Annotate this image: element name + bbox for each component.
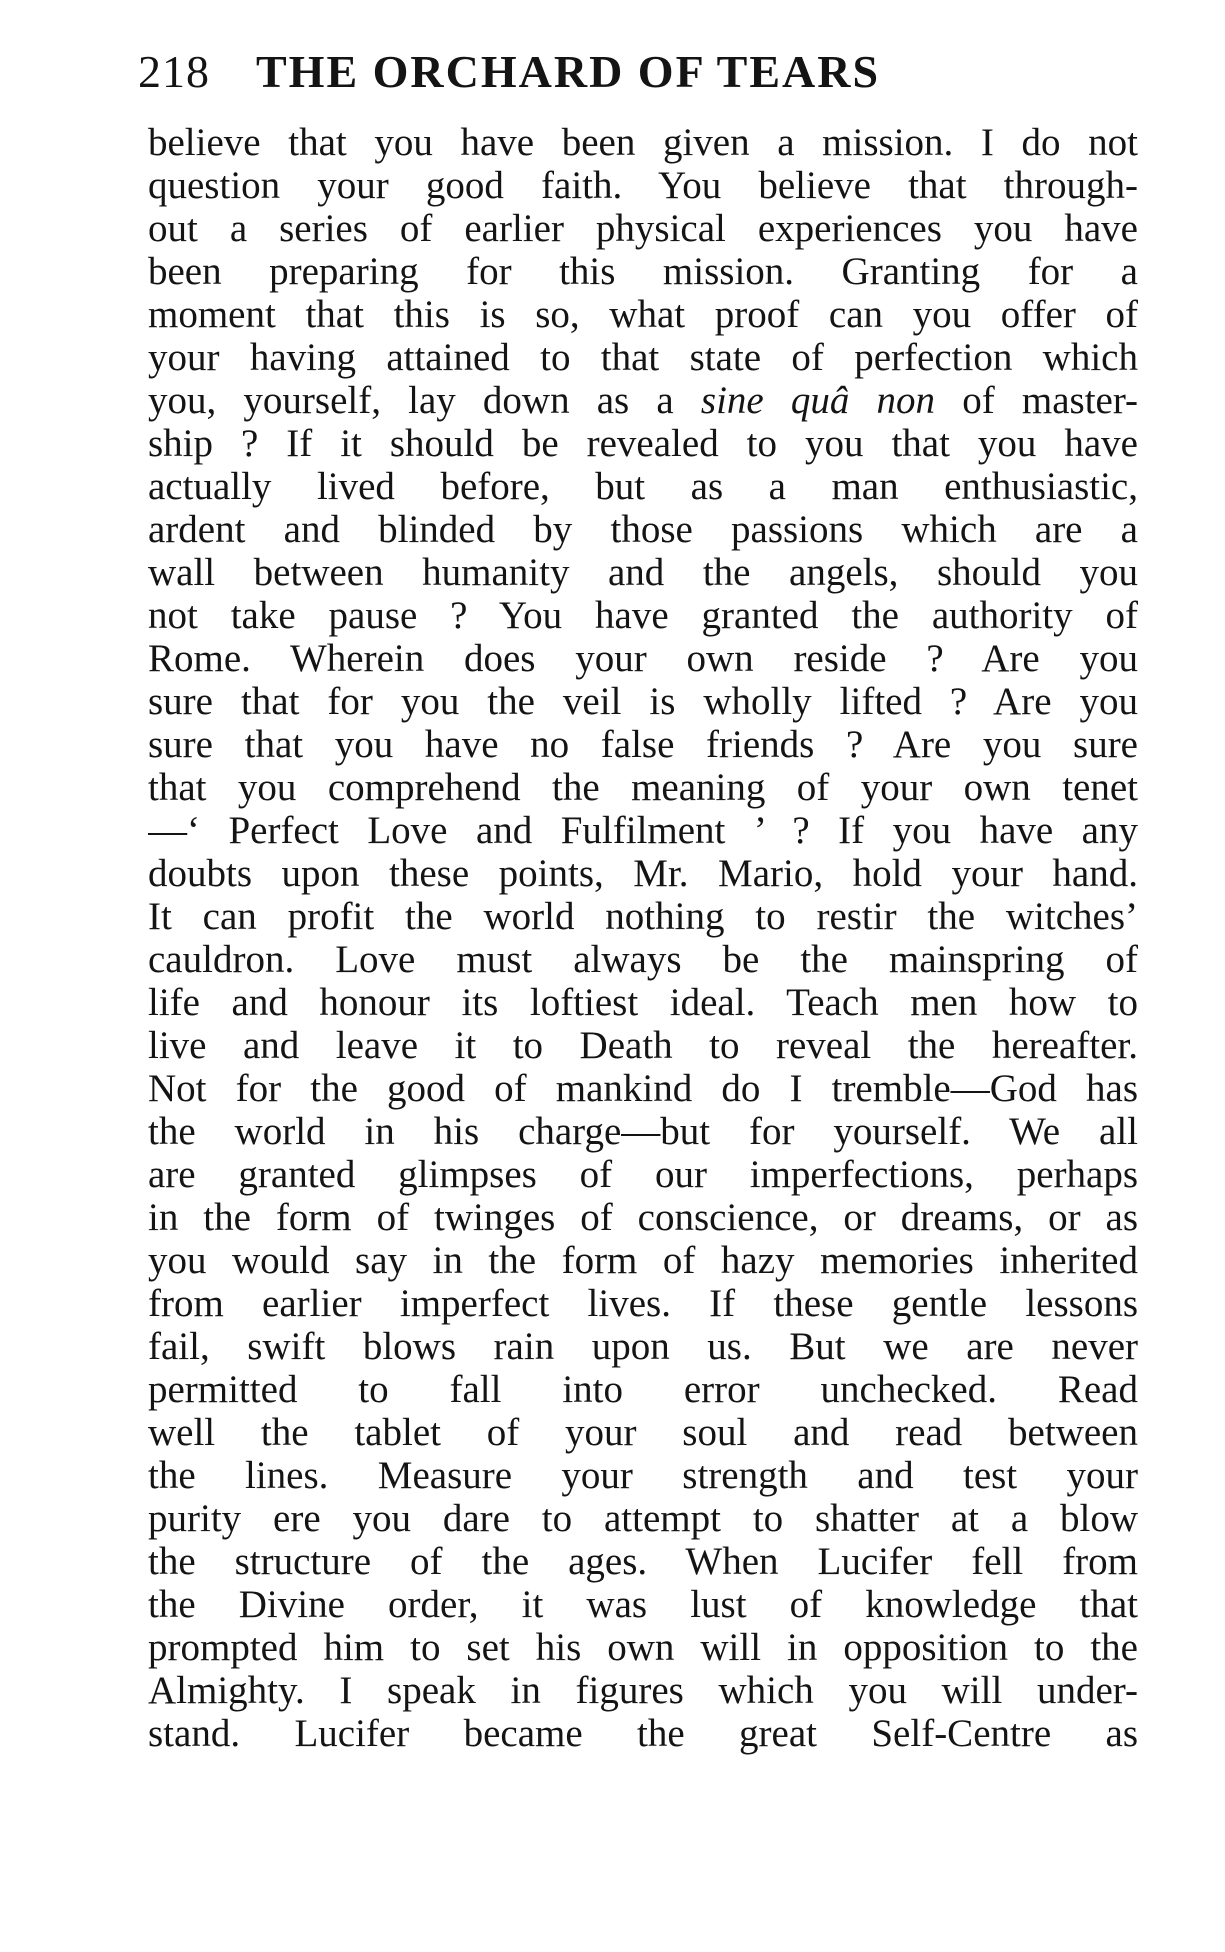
text-line: cauldron. Love must always be the mainspring of <box>148 938 1138 981</box>
body-text <box>148 121 1138 1755</box>
text-line: well the tablet of your soul and read between <box>148 1411 1138 1454</box>
text-line <box>148 379 1138 422</box>
text-line: question your good faith. You believe that through- <box>148 164 1138 207</box>
text-line: that you comprehend the meaning of your own tenet <box>148 766 1138 809</box>
text-line: prompted him to set his own will in opposition to the <box>148 1626 1138 1669</box>
text-line: moment that this is so, what proof can you offer of <box>148 293 1138 336</box>
text-line: Almighty. I speak in figures which you will under- <box>148 1669 1138 1712</box>
text-line: —‘ Perfect Love and Fulfilment ’ ? If you have any <box>148 809 1138 852</box>
text-line: life and honour its loftiest ideal. Teach men how to <box>148 981 1138 1024</box>
text-line: you would say in the form of hazy memories inherited <box>148 1239 1138 1282</box>
text-line: sure that for you the veil is wholly lifted ? Are you <box>148 680 1138 723</box>
page-number: 218 <box>138 46 210 97</box>
text-line: out a series of earlier physical experiences you have <box>148 207 1138 250</box>
text-line: purity ere you dare to attempt to shatter at a blow <box>148 1497 1138 1540</box>
text-line: It can profit the world nothing to restir the witches’ <box>148 895 1138 938</box>
text-line: the lines. Measure your strength and test your <box>148 1454 1138 1497</box>
running-head <box>138 42 1038 102</box>
text-line: the world in his charge—but for yourself. We all <box>148 1110 1138 1153</box>
latin-phrase: sine quâ non <box>700 379 936 422</box>
text-line: not take pause ? You have granted the authority of <box>148 594 1138 637</box>
text-line: ship ? If it should be revealed to you that you have <box>148 422 1138 465</box>
text-line: actually lived before, but as a man enthusiastic, <box>148 465 1138 508</box>
text-line: believe that you have been given a mission. I do not <box>148 121 1138 164</box>
text-line: stand. Lucifer became the great Self-Centre as <box>148 1712 1138 1755</box>
text-segment: of master- <box>962 379 1138 422</box>
text-line: live and leave it to Death to reveal the hereafter. <box>148 1024 1138 1067</box>
text-line: the Divine order, it was lust of knowledge that <box>148 1583 1138 1626</box>
text-line: permitted to fall into error unchecked. Read <box>148 1368 1138 1411</box>
text-line: Not for the good of mankind do I tremble—God has <box>148 1067 1138 1110</box>
text-segment: you, yourself, lay down as a <box>148 379 674 422</box>
text-line: Rome. Wherein does your own reside ? Are you <box>148 637 1138 680</box>
text-line: sure that you have no false friends ? Are you sure <box>148 723 1138 766</box>
text-line: been preparing for this mission. Granting for a <box>148 250 1138 293</box>
book-title: THE ORCHARD OF TEARS <box>256 46 881 97</box>
text-line: your having attained to that state of perfection which <box>148 336 1138 379</box>
text-line: are granted glimpses of our imperfections, perhaps <box>148 1153 1138 1196</box>
text-line: wall between humanity and the angels, should you <box>148 551 1138 594</box>
text-line: from earlier imperfect lives. If these gentle lessons <box>148 1282 1138 1325</box>
text-line: the structure of the ages. When Lucifer fell from <box>148 1540 1138 1583</box>
text-line: fail, swift blows rain upon us. But we are never <box>148 1325 1138 1368</box>
text-line: ardent and blinded by those passions which are a <box>148 508 1138 551</box>
text-line: in the form of twinges of conscience, or dreams, or as <box>148 1196 1138 1239</box>
text-line: doubts upon these points, Mr. Mario, hold your hand. <box>148 852 1138 895</box>
